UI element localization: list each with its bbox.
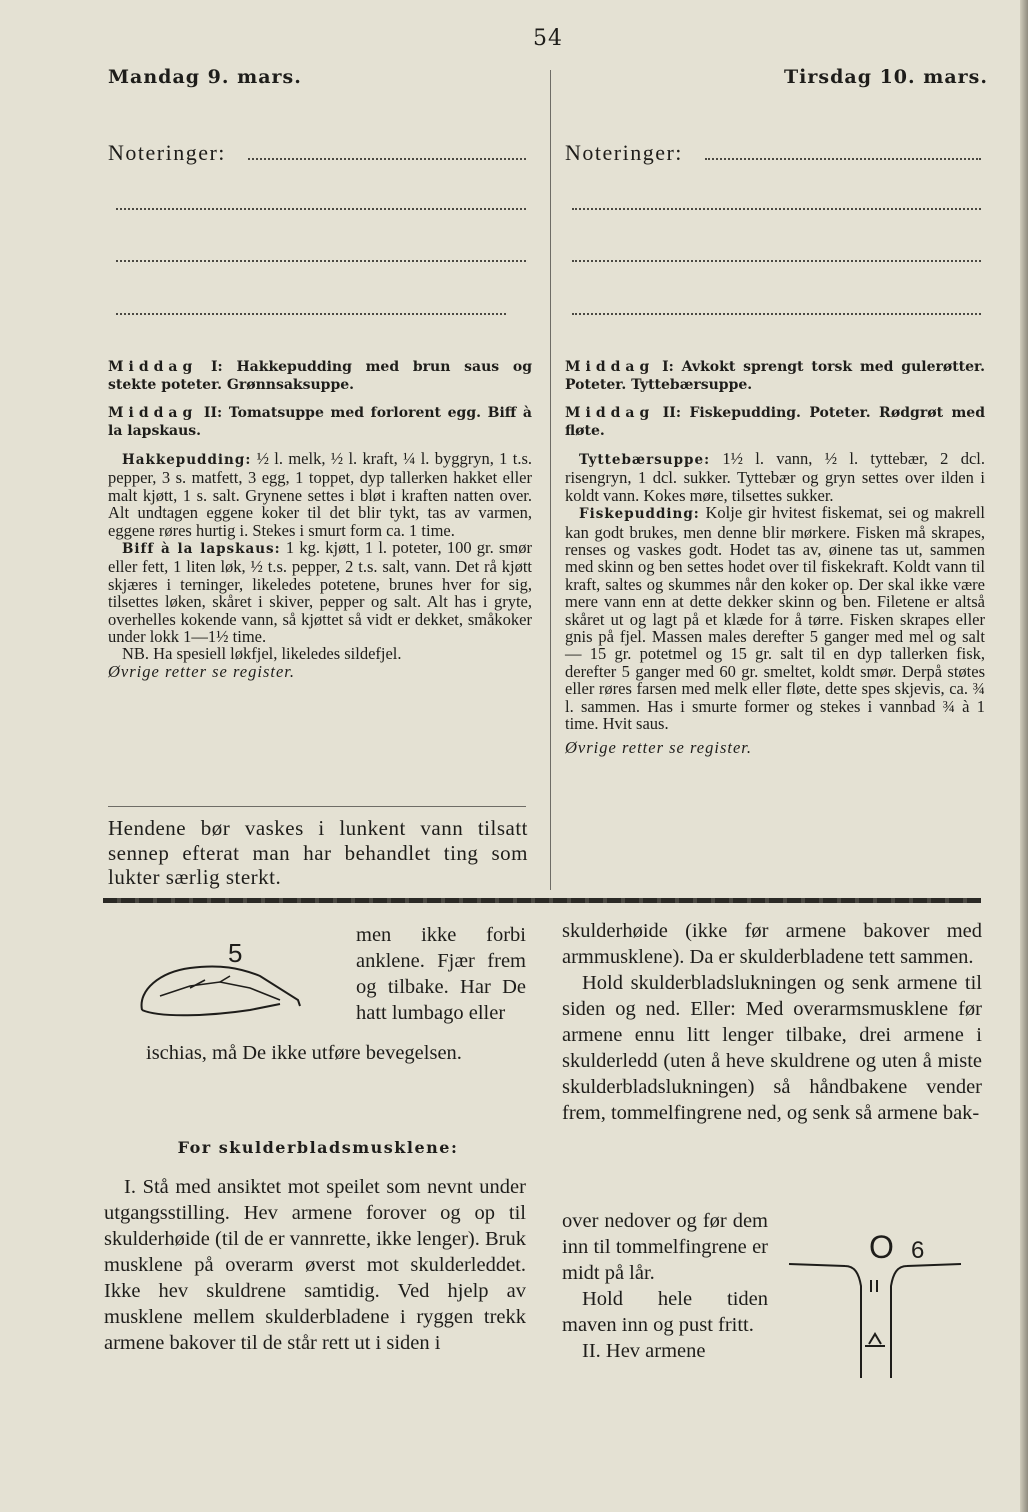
- wrap-text-left: men ikke forbi anklene. Fjær frem og tilbake. Har De hatt lumbago eller: [356, 924, 526, 1024]
- notes-line-right: [572, 260, 981, 262]
- notes-line-right: [572, 313, 981, 315]
- day-heading-monday: Mandag 9. mars.: [108, 66, 302, 88]
- exercise-paragraph: Hold hele tiden maven inn og pust fritt.: [562, 1288, 768, 1336]
- menu-word: Middag: [565, 359, 655, 375]
- day-heading-tuesday: Tirsdag 10. mars.: [784, 66, 988, 88]
- notes-line-left: [116, 260, 526, 262]
- figure-label: 5: [228, 938, 243, 968]
- notes-line-left: [116, 208, 526, 210]
- notes-line-left: [116, 313, 506, 315]
- notes-label-right: Noteringer:: [565, 140, 683, 165]
- other-recipes-note: Øvrige retter se register.: [565, 737, 752, 757]
- menu-left-2: [108, 404, 532, 440]
- notes-label-left: Noteringer:: [108, 140, 226, 165]
- menu-word: Middag: [108, 359, 198, 375]
- column-divider: [550, 70, 551, 890]
- other-recipes-note: Øvrige retter se register.: [108, 661, 295, 681]
- menu-text: II: Fiskepudding. Poteter. Rødgrøt med fløte.: [565, 405, 986, 439]
- menu-text: I: Hakkepudding med brun saus og stekte poteter. Grønnsaksuppe.: [108, 359, 532, 393]
- menu-right-2: [565, 404, 985, 440]
- menu-word: Middag: [565, 405, 655, 421]
- recipe-text: Kolje gir hvitest fiskemat, sei og makrell kan godt brukes, men denne blir mørkere. Fisken må skrapes, renses og vaskes godt. Hodet tas av, øinene tas ut, sammen med skinn og ben settes hodet over til fiskekraft. Koldt vann til kraft, saltes og skummes når den koker op. Der skal ikke være mere vann enn at dette dekker skinn og ben. Filetene er altså skåret ut og lagt på et klæde for å tørre. Fisken skrapes eller gnis på fjel. Massen males derefter 5 ganger med mel og salt — 15 gr. potetmel og 15 gr. salt til en dyp tallerken fisk, derefter 5 ganger med 60 gr. smeltet, koldt smør. Derpå støtes eller røres farsen med melk eller fløte, dette spes skjevis, ca. ¾ l. sammen. Has i smurte former og stekes i vannbad ¾ à 1 time. Hvit saus.: [565, 503, 986, 734]
- nb-note: NB. Ha spesiell løkfjel, likeledes sildefjel.: [122, 644, 402, 664]
- exercise-text-right: [562, 918, 982, 1126]
- recipe-text: 1½ l. vann, ½ l. tyttebær, 2 dcl. risengryn, 1 dcl. sukker. Tyttebær og gryn settes over ilden i koldt vann. Kokes møre, tilsettes sukker.: [565, 449, 985, 505]
- menu-text: II: Tomatsuppe med forlorent egg. Biff à la lapskaus.: [108, 405, 533, 439]
- exercise-text-left: [104, 1174, 526, 1356]
- menu-text: I: Avkokt sprengt torsk med gulerøtter. Poteter. Tyttebærsuppe.: [565, 359, 985, 393]
- notes-line-right: [572, 208, 981, 210]
- household-tip: Hendene bør vaskes i lunkent vann tilsatt sennep efterat man har behandlet ting som lukter særlig sterkt.: [108, 816, 528, 889]
- exercise-text-right-wrap: [562, 1208, 768, 1364]
- exercise-paragraph: over nedover og før dem inn til tommelfingrene er midt på lår.: [562, 1210, 768, 1284]
- page-number: 54: [533, 26, 563, 51]
- recipe-text: ½ l. melk, ½ l. kraft, ¼ l. byggryn, 1 t.s. pepper, 3 s. matfett, 3 egg, 1 toppet, dyp tallerken hakket eller malt kjøtt, 1 s. salt. Grynene settes i bløt i kraften natten over. Alt undtagen eggene koker til det blir tykt, tas av varmen, eggene røres hurtig i. Stekes i smurt form ca. 1 time.: [108, 449, 532, 540]
- menu-word: Middag: [108, 405, 198, 421]
- figure-label: 6: [911, 1237, 925, 1264]
- menu-right-1: [565, 358, 985, 394]
- page-edge: [1020, 0, 1028, 1512]
- notes-line-left: [248, 158, 526, 160]
- recipe-name: Hakkepudding:: [122, 452, 252, 468]
- section-rule: [103, 898, 981, 903]
- recipes-right: [565, 450, 985, 756]
- exercise-figure-6: [785, 1228, 975, 1398]
- cont-text-left: ischias, må De ikke utføre bevegelsen.: [146, 1042, 462, 1064]
- menu-left-1: [108, 358, 532, 394]
- exercise-subheading: For skulderbladsmusklene:: [177, 1138, 459, 1157]
- exercise-paragraph: I. Stå med ansiktet mot speilet som nevnt under utgangsstilling. Hev armene forover og op til skulderhøide (til de er vannrette, ikke lenger). Bruk musklene på overarm øverst mot skulderleddet. Ikke hev skuldrene samtidig. Ved hjelp av musklene mellem skulderbladene i ryggen trekk armene bakover til de står rett ut i siden i: [104, 1176, 526, 1354]
- recipe-name: Tyttebærsuppe:: [579, 452, 711, 468]
- exercise-paragraph: skulderhøide (ikke før armene bakover med armmusklene). Da er skulderbladene tett sammen.: [562, 920, 982, 968]
- recipe-name: Biff à la lapskaus:: [122, 541, 281, 558]
- exercise-paragraph: Hold skulderbladslukningen og senk armene til siden og ned. Eller: Med overarmsmusklene før armene ennu litt lenger tilbake, drei armene i skulderledd (uten å heve skuldrene og uten å miste skulderbladslukningen) så håndbakene vender frem, tommelfingrene ned, og senk så armene bak-: [562, 972, 982, 1124]
- recipe-text: 1 kg. kjøtt, 1 l. poteter, 100 gr. smør eller fett, 1 liten løk, ½ t.s. pepper, 2 t.s. salt, vann. Det rå kjøtt skjæres i terninger, likeledes potetene, brunes hver for sig, tilsettes løken, skåret i skiver, pepper og salt. Alt has i gryte, overhelles kokende vann, så kjøttet så vidt er dekket, småkoker under lokk 1—1½ time.: [108, 538, 533, 647]
- recipe-name: Fiskepudding:: [579, 506, 700, 523]
- exercise-figure-5: [130, 930, 350, 1030]
- tip-divider: [108, 806, 526, 807]
- figure-label: O: [869, 1229, 894, 1265]
- exercise-paragraph: II. Hev armene: [582, 1340, 706, 1362]
- notes-line-right: [705, 158, 981, 160]
- recipes-left: [108, 450, 532, 680]
